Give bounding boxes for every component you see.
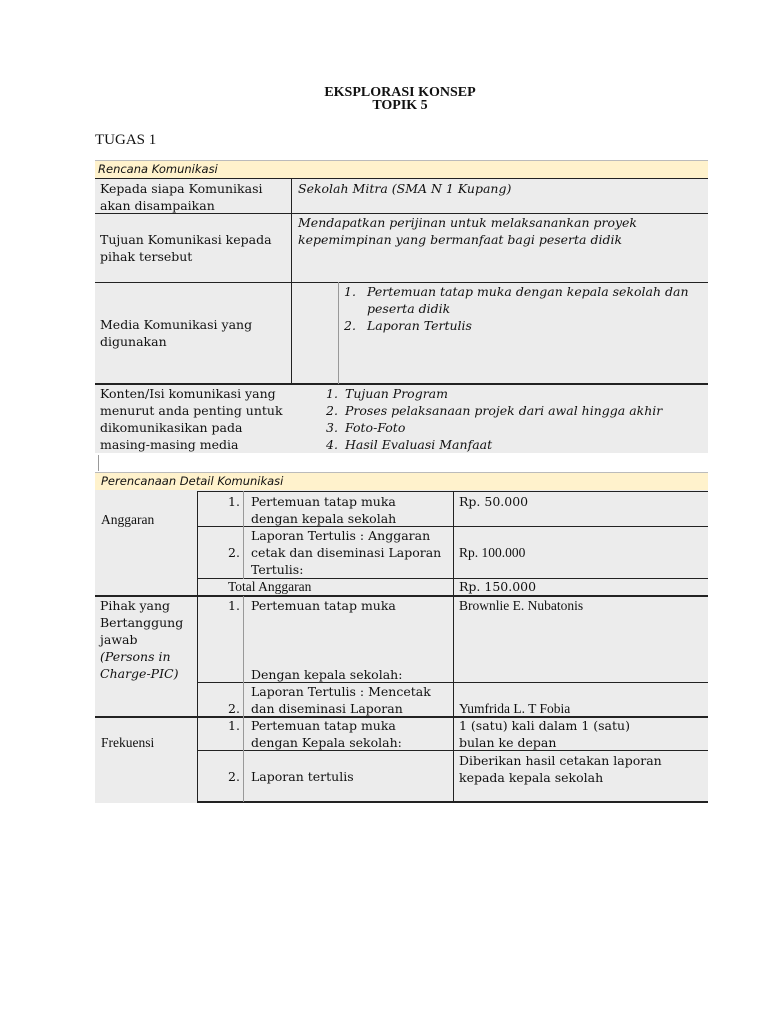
detail-plan-body: [95, 472, 708, 803]
budget-item-value: Rp. 100.000: [459, 545, 526, 560]
label-pic: Pihak yang Bertanggung jawab (Persons in Charge-PIC): [100, 598, 184, 681]
frequency-item-value: 1 (satu) kali dalam 1 (satu) bulan ke depan: [459, 718, 630, 750]
pic-item-desc-2: Dengan kepala sekolah:: [251, 667, 403, 682]
row-value-recipient: Sekolah Mitra (SMA N 1 Kupang): [298, 181, 512, 196]
budget-item-desc: Laporan Tertulis : Anggaran cetak dan diseminasi Laporan Tertulis:: [251, 528, 442, 577]
frequency-item-desc: Pertemuan tatap muka dengan Kepala sekolah:: [251, 718, 402, 750]
budget-item-number: 1.: [228, 494, 240, 509]
budget-item-number: 2.: [228, 545, 240, 560]
pic-item-person: Brownlie E. Nubatonis: [459, 598, 584, 613]
label-frequency: Frekuensi: [101, 735, 155, 750]
content-item: 1. Tujuan Program: [326, 386, 448, 401]
row-label-goal: Tujuan Komunikasi kepada pihak tersebut: [100, 232, 272, 264]
budget-item-desc: Pertemuan tatap muka dengan kepala sekolah: [251, 494, 397, 526]
budget-total-label: Total Anggaran: [228, 579, 312, 594]
frequency-item-value: Diberikan hasil cetakan laporan kepada kepala sekolah: [459, 753, 662, 785]
document-subtitle: TOPIK 5: [372, 98, 428, 113]
row-label-recipient: Kepada siapa Komunikasi akan disampaikan: [100, 181, 263, 213]
document-title: EKSPLORASI KONSEP: [324, 85, 476, 100]
communication-plan-table: [95, 160, 708, 453]
frequency-item-number: 2.: [228, 769, 240, 784]
content-list: [326, 385, 705, 453]
media-item: 1. Pertemuan tatap muka dengan kepala sekolah dan peserta didik: [344, 284, 689, 316]
budget-total-value: Rp. 150.000: [459, 579, 537, 594]
budget-item-value: Rp. 50.000: [459, 494, 529, 509]
content-item: 3. Foto-Foto: [326, 420, 406, 435]
pic-item-desc: Pertemuan tatap muka: [251, 598, 396, 613]
row-value-goal: Mendapatkan perijinan untuk melaksanankan proyek kepemimpinan yang bermanfaat bagi peserta didik: [298, 215, 638, 247]
frequency-item-number: 1.: [228, 718, 240, 733]
pic-item-person: Yumfrida L. T Fobia: [459, 701, 571, 716]
pic-item-number: 2.: [228, 701, 240, 716]
row-label-media: Media Komunikasi yang digunakan: [100, 317, 253, 349]
label-pic-english: (Persons in Charge-PIC): [100, 649, 179, 681]
pic-item-number: 1.: [228, 598, 240, 613]
pic-item-desc: Laporan Tertulis : Mencetak dan diseminasi Laporan: [251, 684, 431, 716]
section-title-detail: Perencanaan Detail Komunikasi: [95, 472, 708, 490]
media-item: 2. Laporan Tertulis: [344, 318, 472, 333]
section-title-rencana: Rencana Komunikasi: [95, 160, 708, 178]
label-budget: Anggaran: [101, 512, 155, 527]
content-item: 2. Proses pelaksanaan projek dari awal hingga akhir: [326, 403, 663, 418]
media-list: [344, 283, 707, 334]
task-label: TUGAS 1: [95, 132, 157, 148]
row-label-content: Konten/Isi komunikasi yang menurut anda penting untuk dikomunikasikan pada masing-masing media: [100, 386, 283, 452]
frequency-item-desc: Laporan tertulis: [251, 769, 354, 784]
content-item: 4. Hasil Evaluasi Manfaat: [326, 437, 493, 452]
